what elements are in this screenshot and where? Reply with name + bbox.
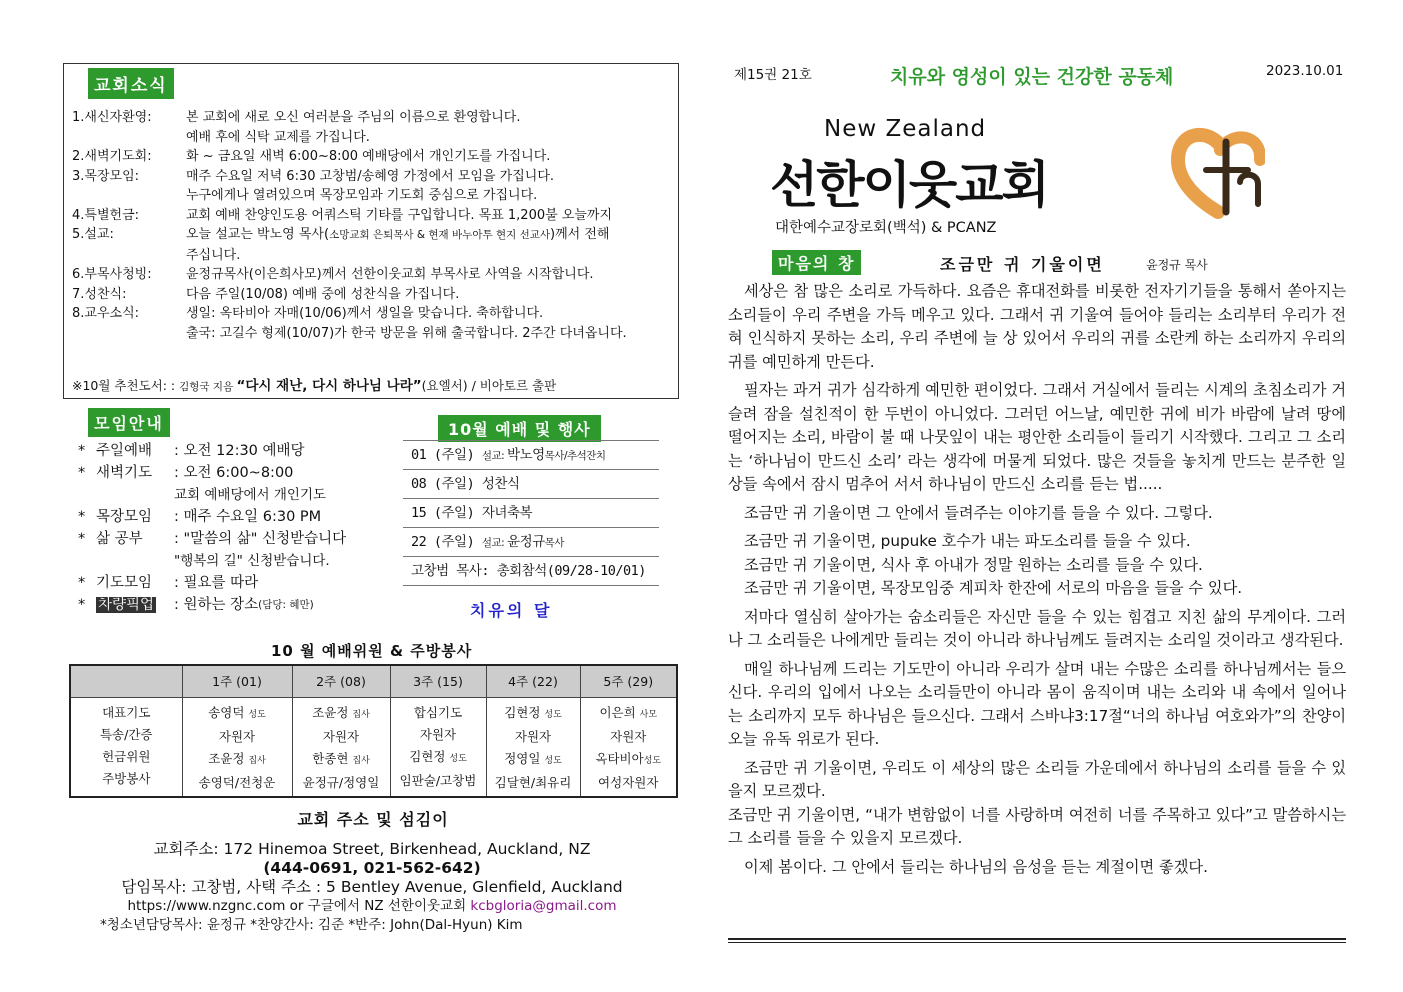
news-item: 4.특별헌금: 교회 예배 찬양인도용 어쿼스틱 기타를 구입합니다. 목표 1,200불 오늘까지 [72, 207, 613, 223]
meeting-item: * 삶 공부 : "말씀의 삶" 신청받습니다 [78, 531, 347, 547]
church-news-title: 교회소식 [90, 70, 172, 97]
meeting-item: * 기도모임 : 필요를 따라 [78, 575, 259, 591]
address-block [70, 840, 674, 916]
event-row: 22 (주일) 설교: 윤정규목사 [403, 528, 659, 557]
event-row: 15 (주일) 자녀축복 [403, 499, 659, 528]
meeting-item: * 차량픽업 : 원하는 장소 (담당: 혜만) [78, 597, 314, 613]
meeting-item: * 목장모임 : 매주 수요일 6:30 PM [78, 509, 322, 525]
news-item: 3.목장모임: 매주 수요일 저녁 6:30 고창범/송혜영 가정에서 모임을 가집니다. 누구에게나 열려있으며 목장모임과 기도회 중심으로 가집니다. [72, 168, 555, 203]
article-paragraph: 조금만 귀 기울이면, pupuke 호수가 내는 파도소리를 들을 수 있다. [744, 532, 1191, 550]
bulletin-date: 2023.10.01 [1266, 63, 1344, 79]
roster-week: 이은희 사모 자원자 옥타비아성도 여성자원자 [580, 697, 677, 797]
roster-body-row [70, 697, 677, 797]
roster-week: 송영덕 성도 자원자 조윤정 집사 송영덕/전청운 [182, 697, 292, 797]
pastor-address: 담임목사: 고창범, 사택 주소 : 5 Bentley Avenue, Glenfield, Auckland [121, 878, 623, 896]
roster-header-row: 1주 (01) 2주 (08) 3주 (15) 4주 (22) 5주 (29) [70, 665, 677, 697]
recommended-book: ※10월 추천도서: : 김형국 지음 “다시 재난, 다시 하나님 나라”(요엘서) / 비아토르 출판 [72, 378, 557, 394]
article-paragraph: 필자는 과거 귀가 심각하게 예민한 편이었다. 그래서 거실에서 들리는 시계의 초침소리가 거슬려 잠을 설친적이 한 두번이 아니었다. 그러던 어느날, 예민한 귀에 비가 바람에 날려 땅에 떨어지는 소리, 바람이 불 때 나뭇잎이 내는 평안한 소리들이 들리기 시작했다. 그리고 그 소리는 ‘하나님이 만드신 소리’ 라는 생각에 머물게 되었다. 많은 것들을 놓치게 만드는 분주한 일상들 속에서 잠시 멈추어 서서 하나님이 만드신 소리를 듣는 법..... [728, 381, 1346, 493]
roster-week: 조윤정 집사 자원자 한종현 집사 윤정규/정영일 [292, 697, 390, 797]
article-paragraph: 조금만 귀 기울이면, 목장모임중 계피차 한잔에 서로의 마음을 들을 수 있다. [744, 579, 1243, 597]
roster-title: 10 월 예배위원 & 주방봉사 [271, 642, 473, 660]
cross-heart-logo-icon [1170, 120, 1265, 220]
denomination: 대한예수교장로회(백석) & PCANZ [775, 220, 997, 236]
article-paragraph: 조금만 귀 기울이면, 우리도 이 세상의 많은 소리들 가운데에서 하나님의 소리를 들을 수 있을지 모르겠다. [728, 758, 1346, 800]
church-news-box [63, 63, 679, 399]
roster-table [69, 664, 678, 798]
staff-list: *청소년담당목사: 윤정규 *찬양간사: 김준 *반주: John(Dal-Hyun) Kim [100, 917, 523, 933]
news-item: 6.부목사청빙: 윤정규목사(이은희사모)께서 선한이웃교회 부목사로 사역을 시작합니다. [72, 267, 594, 282]
roster-roles: 대표기도 특송/간증 헌금위원 주방봉사 [99, 704, 153, 786]
church-motto: 치유와 영성이 있는 건강한 공동체 [890, 66, 1174, 88]
news-item: 8.교우소식: 생일: 옥타비아 자매(10/06)께서 생일을 맞습니다. 축하합니다. 출국: 고길수 형제(10/07)가 한국 방문을 위해 출국합니다. 2주간 다녀옵니다. [72, 306, 627, 341]
article-body [728, 280, 1346, 884]
meeting-guide-title: 모임안내 [90, 410, 168, 435]
article-paragraph: 매일 하나님께 드리는 기도만이 아니라 우리가 살며 내는 수많은 소리를 하나님께서는 들으신다. 우리의 입에서 나오는 소리들만이 아니라 몸이 움직이며 내는 소리와 내 속에서 일어나는 소리까지 모두 하나님은 들으신다. 그래서 스바냐3:17절“너의 하나님 여호와가”의 찬양이 오늘 유독 위로가 된다. [728, 659, 1346, 748]
meeting-item: * 주일예배 : 오전 12:30 예배당 [78, 443, 305, 459]
address-title: 교회 주소 및 섬김이 [297, 810, 449, 829]
article-title: 조금만 귀 기울이면 [940, 255, 1105, 274]
footer-rule [728, 938, 1346, 940]
email-link[interactable]: kcbgloria@gmail.com [470, 898, 617, 914]
website-link[interactable]: https://www.nzgnc.com or 구글에서 NZ 선한이웃교회 [127, 898, 471, 914]
event-row: 고창범 목사: 총회참석(09/28-10/01) [403, 557, 659, 586]
month-theme: 치유의 달 [470, 601, 553, 620]
news-item: 1.새신자환영: 본 교회에 새로 오신 여러분을 주님의 이름으로 환영합니다. 예배 후에 식탁 교제를 가집니다. [72, 110, 521, 145]
article-paragraph: 조금만 귀 기울이면, “내가 변함없이 너를 사랑하며 여전히 너를 주목하고 있다”고 말씀하시는 그 소리를 들을 수 있을지 모르겠다. [728, 805, 1346, 847]
footer-rule [728, 942, 1346, 943]
event-row: 08 (주일) 성찬식 [403, 470, 659, 499]
article-paragraph: 이제 봄이다. 그 안에서 들리는 하나님의 음성을 듣는 계절이면 좋겠다. [744, 857, 1208, 876]
events-table [403, 440, 659, 586]
article-paragraph: 저마다 열심히 살아가는 숨소리들은 자신만 들을 수 있는 힘겹고 지친 삶의 무게이다. 그러나 그 소리들은 나에게만 들리는 것이 아니라 하나님께도 들려지는 소리일 것이라고 생각된다. [728, 607, 1346, 649]
events-title: 10월 예배 및 행사 [438, 415, 601, 442]
section-label: 마음의 창 [772, 250, 861, 275]
country-label: New Zealand [824, 116, 987, 142]
roster-week: 김현정 성도 자원자 정영일 성도 김달현/최유리 [486, 697, 580, 797]
article-author: 윤정규 목사 [1146, 258, 1208, 272]
news-item: 2.새벽기도회: 화 ~ 금요일 새벽 6:00~8:00 예배당에서 개인기도를 가집니다. [72, 149, 551, 164]
meeting-guide-list: * 주일예배 : 오전 12:30 예배당 * 새벽기도 : 오전 6:00~8:00 교회 예배당에서 개인기도 * 목장모임 : 매주 수요일 6:30 PM * 삶 공부 : "말씀의 삶" 신청받습니다 "행복의 길" 신청받습니다. * 기도모임 : 필요를 따라 * 차량픽업 : 원하는 장소 (담당: 혜만) [78, 440, 398, 616]
article-paragraph: 세상은 참 많은 소리로 가득하다. 요즘은 휴대전화를 비롯한 전자기기들을 통해서 쏟아지는 소리들이 우리 주변을 가득 메우고 있다. 그래서 귀 기울여 들어야 들리는 소리부터 우리가 전혀 인식하지 못하는 소리, 우리 주변에 늘 상 있어서 우리의 귀를 소란케 하는 소리까지 우리의 귀를 예민하게 만든다. [728, 282, 1346, 371]
church-address: 교회주소: 172 Hinemoa Street, Birkenhead, Auckland, NZ [153, 840, 591, 858]
news-item: 7.성찬식: 다음 주일(10/08) 예배 중에 성찬식을 가집니다. [72, 286, 460, 302]
meeting-item: * 새벽기도 : 오전 6:00~8:00 [78, 465, 294, 481]
article-paragraph: 조금만 귀 기울이면 그 안에서 들려주는 이야기를 들을 수 있다. 그렇다. [744, 503, 1213, 522]
event-row: 01 (주일) 설교: 박노영목사/추석잔치 [403, 441, 659, 470]
article-paragraph: 조금만 귀 기울이면, 식사 후 아내가 정말 원하는 소리를 들을 수 있다. [744, 555, 1203, 574]
church-news-list [72, 108, 674, 343]
roster-week: 합심기도 자원자 김현정 성도 임판술/고창범 [390, 697, 486, 797]
church-name: 선한이웃교회 [770, 156, 1048, 214]
issue-number: 제15권 21호 [734, 67, 812, 83]
news-item: 5.설교: 오늘 설교는 박노영 목사(소망교회 은퇴목사 & 현재 바누아투 현지 선교사)께서 전해 주십니다. [72, 227, 610, 263]
phone-numbers: (444-0691, 021-562-642) [263, 859, 481, 877]
